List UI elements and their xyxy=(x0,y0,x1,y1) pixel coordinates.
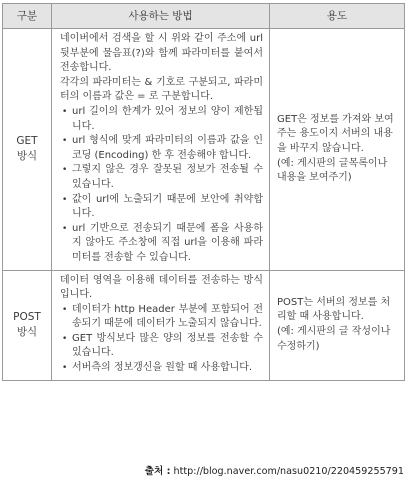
post-bullet-1: • 데이터가 http Header 부분에 포함되어 전송되기 때문에 데이터가 노출되지 않습니다. xyxy=(60,303,263,332)
post-description-cell xyxy=(52,270,270,380)
comparison-table xyxy=(2,3,405,381)
post-use-text: POST는 서버의 정보를 처리할 때 사용합니다. xyxy=(277,296,391,323)
get-paragraph-2: 각각의 파라미터는 & 기호로 구분되고, 파라미터의 이름과 값은 = 로 구분합니다. xyxy=(60,76,263,103)
source-citation xyxy=(145,463,404,477)
post-use-example: (예: 게시판의 글 작성이나 수정하기) xyxy=(277,326,391,352)
get-bullet-1: • url 길이의 한계가 있어 정보의 양이 제한됩니다. xyxy=(60,105,263,134)
get-method-name: GET xyxy=(16,135,38,148)
get-use-cell xyxy=(270,29,405,271)
get-method-suffix: 방식 xyxy=(16,150,38,163)
post-bullet-2: • GET 방식보다 많은 양의 정보를 전송할 수 있습니다. xyxy=(60,332,263,361)
header-method: 사용하는 방법 xyxy=(52,4,270,29)
source-label: 출처 : xyxy=(144,466,171,477)
get-use-example: (예: 게시판의 글목록이나 내용을 보여주기) xyxy=(277,157,388,184)
get-bullet-4: • 값이 url에 노출되기 때문에 보안에 취약합니다. xyxy=(60,193,263,222)
get-bullet-3: • 그렇지 않은 경우 잘못된 정보가 전송될 수 있습니다. xyxy=(60,163,263,192)
get-description-cell xyxy=(52,29,270,271)
post-method-cell xyxy=(3,270,52,380)
source-url[interactable]: http://blog.naver.com/nasu0210/220459255791 xyxy=(173,466,404,477)
header-row xyxy=(3,4,405,29)
get-method-cell xyxy=(3,29,52,271)
post-use-cell xyxy=(270,270,405,380)
get-use-text: GET은 정보를 가져와 보여주는 용도이지 서버의 내용을 바꾸지 않습니다. xyxy=(277,113,394,154)
post-method-name: POST xyxy=(13,311,41,324)
post-method-suffix: 방식 xyxy=(16,326,38,339)
get-row xyxy=(3,29,405,271)
get-bullet-5: • url 기반으로 전송되기 때문에 폼을 사용하지 않아도 주소창에 직접 url을 이용해 파라미터를 전송할 수 있습니다. xyxy=(60,222,263,266)
get-bullet-2: • url 형식에 맞게 파라미터의 이름과 값을 인코딩 (Encoding) 한 후 전송해야 합니다. xyxy=(60,134,263,163)
post-bullet-list xyxy=(60,303,263,376)
header-use: 용도 xyxy=(270,4,405,29)
header-kind: 구분 xyxy=(3,4,52,29)
get-bullet-list xyxy=(60,105,263,266)
get-paragraph-1: 네이버에서 검색을 할 시 위와 같이 주소에 url 뒷부분에 물음표(?)와 함께 파라미터를 붙여서 전송합니다. xyxy=(60,33,263,74)
post-row xyxy=(3,270,405,380)
post-bullet-3: • 서버측의 정보갱신을 원할 때 사용합니다. xyxy=(60,361,263,376)
post-paragraph-1: 데이터 영역을 이용해 데이터를 전송하는 방식입니다. xyxy=(60,274,263,301)
